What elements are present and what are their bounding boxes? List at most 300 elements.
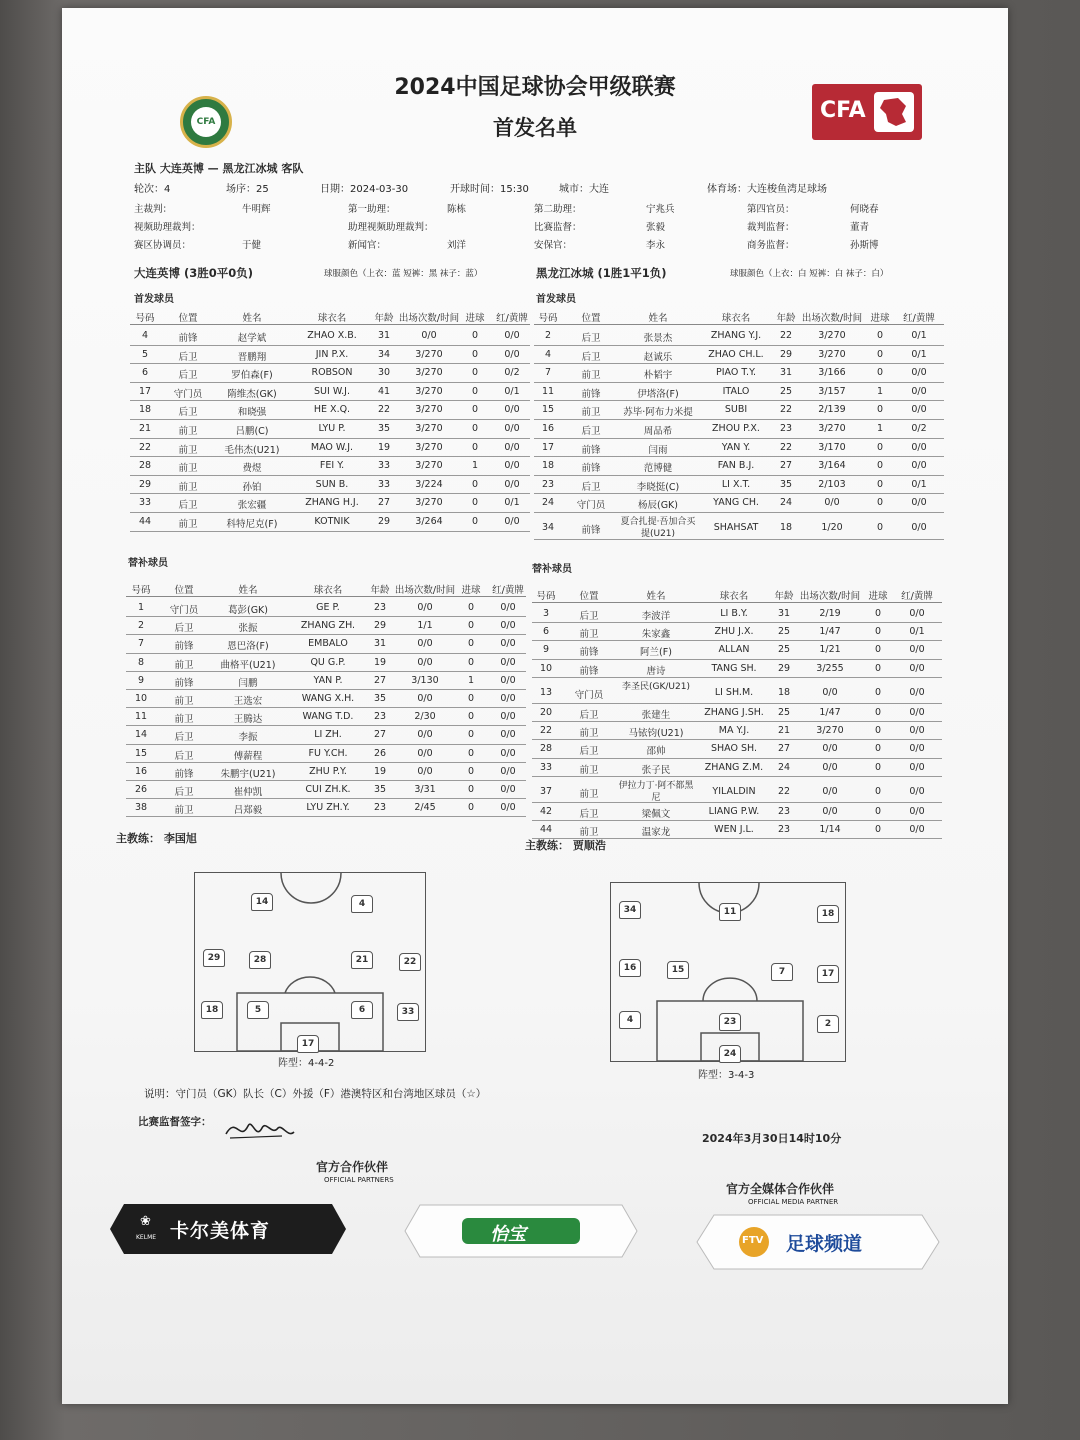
table-row [130, 479, 530, 498]
player-goals: 0 [467, 802, 475, 814]
player-shirt-icon: 17 [817, 965, 839, 983]
page-subtitle: 首发名单 [493, 116, 577, 140]
player-number: 1 [137, 602, 145, 613]
header-cards: 红/黄牌 [492, 585, 524, 596]
player-age: 23 [373, 602, 387, 613]
row-divider [534, 512, 944, 513]
player-name: 杨辰(GK) [637, 500, 678, 512]
player-cards: 0/0 [504, 404, 520, 416]
away-kit-colors: 球服颜色（上衣：白 短裤：白 袜子：白） [730, 269, 889, 279]
player-goals: 0 [471, 404, 479, 416]
player-age: 24 [777, 761, 791, 773]
player-age: 22 [777, 785, 791, 797]
player-name: 伊拉力丁·阿不都黑尼 [618, 780, 694, 803]
player-shirt-icon: 11 [719, 903, 741, 921]
row-divider [126, 634, 526, 635]
player-age: 23 [373, 711, 387, 723]
player-position: 守门员 [574, 689, 604, 701]
player-name: 朱鹏宇(U21) [220, 768, 276, 780]
header-shirt-name: 球衣名 [313, 585, 343, 596]
player-position: 后卫 [579, 710, 599, 721]
official-name: 李永 [646, 240, 666, 251]
player-apps: 0/0 [824, 497, 840, 509]
player-position: 守门员 [576, 500, 606, 512]
player-position: 后卫 [178, 407, 198, 419]
legend-note: 说明：守门员（GK）队长（C）外援（F）港澳特区和台湾地区球员（☆） [144, 1088, 487, 1100]
table-row [126, 711, 526, 729]
header-goals: 进球 [461, 585, 481, 596]
official-partners-label-en: OFFICIAL PARTNERS [324, 1176, 394, 1184]
player-goals: 0 [874, 725, 882, 737]
home-starters-table [130, 310, 530, 550]
player-shirt-icon: 16 [619, 959, 641, 977]
header-shirt-name: 球衣名 [317, 313, 347, 324]
player-cards: 0/0 [909, 608, 925, 619]
player-apps: 1/20 [821, 522, 843, 533]
player-apps: 3/270 [816, 725, 844, 737]
player-cards: 0/0 [504, 330, 520, 341]
player-cards: 0/0 [909, 662, 925, 674]
player-cards: 0/1 [909, 626, 925, 638]
table-header [534, 310, 944, 328]
player-shirt-icon: 29 [203, 949, 225, 967]
player-age: 31 [779, 367, 793, 379]
official-role: 赛区协调员： [134, 240, 192, 251]
player-shirt-icon: 14 [251, 893, 273, 911]
player-apps: 0/0 [417, 693, 433, 704]
official-role: 比赛监督： [534, 222, 582, 233]
official-name: 陈栋 [447, 204, 467, 215]
player-age: 31 [373, 638, 387, 650]
table-row [126, 802, 526, 820]
table-row [126, 620, 526, 638]
player-goals: 0 [876, 478, 884, 490]
player-cards: 0/0 [909, 761, 925, 773]
player-number: 38 [134, 802, 148, 814]
player-name: 葛彭(GK) [227, 605, 268, 616]
player-cards: 0/0 [504, 423, 520, 434]
player-number: 34 [541, 522, 555, 533]
table-header [130, 310, 530, 328]
player-shirt-name: LYU ZH.Y. [306, 802, 350, 814]
player-position: 后卫 [581, 333, 601, 344]
header-cards: 红/黄牌 [496, 313, 528, 324]
player-position: 前卫 [581, 370, 601, 382]
player-apps: 3/170 [818, 441, 846, 453]
player-age: 41 [377, 385, 391, 397]
player-apps: 0/0 [822, 806, 838, 817]
player-name: 张子民 [641, 764, 671, 776]
player-apps: 3/270 [818, 423, 846, 434]
player-cards: 0/0 [911, 460, 927, 472]
player-number: 42 [539, 806, 553, 817]
player-cards: 0/0 [911, 404, 927, 416]
player-name: 张建生 [641, 710, 671, 721]
official-role: 裁判监督： [747, 222, 795, 233]
player-name: 恩巴洛(F) [227, 641, 269, 653]
player-age: 18 [779, 522, 793, 533]
player-cards: 0/0 [500, 656, 516, 668]
ftv-badge-icon: FTV [742, 1235, 764, 1246]
row-divider [126, 653, 526, 654]
player-name: 李圣民(GK/U21) [622, 681, 690, 692]
player-shirt-icon: 5 [247, 1001, 269, 1019]
header-position: 位置 [579, 591, 599, 602]
official-name: 牛明辉 [242, 204, 271, 215]
player-position: 后卫 [178, 370, 198, 382]
row-divider [126, 689, 526, 690]
player-number: 2 [137, 620, 145, 632]
player-apps: 3/31 [414, 784, 436, 795]
header-age: 年龄 [370, 585, 390, 596]
table-row [534, 367, 944, 386]
header-number: 号码 [538, 313, 558, 324]
player-shirt-name: LI B.Y. [720, 608, 748, 619]
player-apps: 0/0 [421, 330, 437, 341]
header-apps: 出场次数/时间 [801, 313, 863, 324]
player-age: 35 [373, 784, 387, 795]
player-goals: 0 [471, 385, 479, 397]
player-goals: 0 [467, 747, 475, 759]
official-role: 第二助理： [534, 204, 582, 215]
player-position: 前卫 [174, 805, 194, 817]
away-formation-pitch [610, 882, 846, 1062]
player-position: 前卫 [581, 407, 601, 419]
player-name: 朱家鑫 [641, 629, 671, 641]
official-name: 董青 [850, 222, 870, 233]
player-number: 44 [138, 516, 152, 527]
player-shirt-icon: 7 [771, 963, 793, 981]
player-age: 29 [373, 620, 387, 632]
row-divider [534, 539, 944, 540]
header-position: 位置 [178, 313, 198, 324]
player-cards: 0/2 [911, 423, 927, 434]
player-shirt-name: SHAHSAT [713, 522, 759, 533]
player-goals: 0 [471, 497, 479, 509]
official-role: 安保官： [534, 240, 573, 251]
city: 城市：大连 [559, 184, 609, 195]
player-cards: 0/0 [504, 460, 520, 472]
player-shirt-name: JIN P.X. [315, 348, 349, 360]
player-apps: 3/270 [415, 404, 443, 416]
cfa-crest-logo: CFA [180, 96, 232, 148]
player-position: 前卫 [579, 728, 599, 740]
player-cards: 0/0 [500, 711, 516, 723]
row-divider [532, 776, 942, 777]
signing-timestamp: 2024年3月30日14时10分 [702, 1132, 842, 1145]
player-name: 孙铂 [242, 481, 262, 493]
player-position: 后卫 [174, 750, 194, 762]
player-name: 伊塔洛(F) [637, 388, 679, 400]
player-age: 19 [377, 441, 391, 453]
player-apps: 0/0 [822, 785, 838, 797]
player-cards: 0/0 [909, 743, 925, 755]
table-row [532, 608, 942, 626]
table-row [130, 516, 530, 535]
player-cards: 0/0 [504, 348, 520, 360]
table-row [126, 748, 526, 766]
player-cards: 0/0 [909, 686, 925, 698]
player-name: 邵帅 [646, 746, 666, 758]
table-row [532, 663, 942, 681]
player-shirt-name: ZHU P.Y. [309, 765, 347, 777]
player-shirt-name: SUI W.J. [314, 385, 350, 397]
player-goals: 0 [876, 460, 884, 472]
player-number: 29 [138, 478, 152, 490]
row-divider [532, 739, 942, 740]
player-shirt-icon: 6 [351, 1001, 373, 1019]
player-name: 赵诚乐 [643, 351, 673, 363]
player-goals: 0 [876, 497, 884, 509]
header-name: 姓名 [242, 313, 262, 324]
official-role: 主裁判： [134, 204, 173, 215]
player-number: 28 [539, 743, 553, 755]
player-shirt-name: PIAO T.Y. [716, 367, 756, 379]
player-number: 15 [134, 747, 148, 759]
player-cards: 0/0 [911, 367, 927, 379]
player-name: 科特尼克(F) [226, 519, 278, 530]
player-number: 16 [134, 765, 148, 777]
kelme-paw-icon: ❀ [140, 1214, 151, 1229]
player-name: 范博健 [643, 463, 673, 475]
player-position: 后卫 [581, 426, 601, 437]
player-number: 22 [138, 441, 152, 453]
stadium: 体育场：大连梭鱼湾足球场 [707, 184, 827, 195]
player-name: 马铱钧(U21) [628, 728, 684, 740]
official-name: 何晓春 [850, 204, 879, 215]
player-apps: 3/270 [415, 423, 443, 434]
table-row [126, 729, 526, 747]
player-shirt-icon: 17 [297, 1035, 319, 1053]
player-shirt-name: MA Y.J. [718, 725, 750, 737]
player-number: 6 [141, 367, 149, 379]
player-shirt-name: ZHANG H.J. [305, 497, 359, 509]
player-apps: 3/157 [818, 385, 846, 397]
row-divider [534, 419, 944, 420]
player-cards: 0/0 [909, 725, 925, 737]
player-name: 李晓挺(C) [636, 481, 680, 493]
player-shirt-name: ZHANG ZH. [300, 620, 356, 632]
player-name: 崔仲凯 [233, 787, 263, 798]
row-divider [534, 382, 944, 383]
player-shirt-name: FAN B.J. [717, 460, 755, 472]
table-row [130, 423, 530, 442]
player-position: 前卫 [579, 788, 599, 800]
player-apps: 3/224 [415, 478, 443, 490]
match-number: 场序：25 [226, 184, 269, 195]
row-divider [130, 475, 530, 476]
player-shirt-name: YAN P. [313, 674, 343, 686]
player-apps: 3/270 [415, 348, 443, 360]
player-goals: 0 [876, 441, 884, 453]
player-position: 后卫 [579, 746, 599, 758]
supervisor-signature [222, 1106, 302, 1150]
player-position: 后卫 [581, 351, 601, 363]
player-name: 王选宏 [233, 696, 263, 707]
player-name: 费煜 [242, 463, 262, 475]
official-name: 宁兆兵 [646, 204, 675, 215]
player-apps: 3/270 [415, 497, 443, 509]
header-apps: 出场次数/时间 [799, 591, 861, 602]
player-shirt-name: ZHU J.X. [714, 626, 754, 638]
player-apps: 0/0 [822, 743, 838, 755]
official-name: 孙斯博 [850, 240, 879, 251]
table-row [532, 725, 942, 743]
player-name: 晋鹏翔 [237, 351, 267, 363]
player-apps: 0/0 [417, 602, 433, 613]
player-cards: 0/1 [504, 385, 520, 397]
header-name: 姓名 [648, 313, 668, 324]
player-apps: 3/255 [816, 662, 844, 674]
player-age: 22 [377, 404, 391, 416]
player-shirt-name: MAO W.J. [310, 441, 354, 453]
header-shirt-name: 球衣名 [719, 591, 749, 602]
player-goals: 0 [471, 423, 479, 434]
player-shirt-icon: 23 [719, 1013, 741, 1031]
header-shirt-name: 球衣名 [721, 313, 751, 324]
player-number: 17 [138, 385, 152, 397]
table-row [126, 657, 526, 675]
kelme-partner-logo: ❀ KELME 卡尔美体育 [110, 1204, 346, 1254]
player-shirt-icon: 24 [719, 1045, 741, 1063]
player-number: 28 [138, 460, 152, 472]
home-subs-label: 替补球员 [128, 558, 168, 569]
player-age: 23 [777, 824, 791, 836]
player-position: 后卫 [579, 809, 599, 820]
player-position: 前卫 [178, 481, 198, 493]
player-age: 25 [777, 707, 791, 718]
player-name: 周品希 [643, 426, 673, 437]
player-cards: 0/0 [500, 638, 516, 650]
player-shirt-name: YANG CH. [713, 497, 759, 509]
china-map-icon [874, 92, 914, 132]
player-shirt-name: SHAO SH. [710, 743, 758, 755]
player-name: 王腾达 [233, 714, 263, 726]
table-row [534, 460, 944, 479]
row-divider [126, 744, 526, 745]
table-row [130, 497, 530, 516]
row-divider [130, 419, 530, 420]
player-apps: 3/270 [818, 330, 846, 341]
player-age: 33 [377, 460, 391, 472]
player-cards: 0/0 [500, 784, 516, 795]
player-age: 22 [779, 330, 793, 341]
player-name: 阿兰(F) [640, 647, 672, 659]
player-goals: 0 [467, 656, 475, 668]
player-apps: 1/47 [819, 707, 841, 718]
player-position: 前锋 [178, 333, 198, 344]
player-age: 31 [377, 330, 391, 341]
player-age: 35 [373, 693, 387, 704]
player-shirt-name: YILALDIN [712, 785, 756, 797]
player-name: 吕郑毅 [233, 805, 263, 817]
table-row [130, 330, 530, 349]
header-goals: 进球 [465, 313, 485, 324]
player-number: 33 [138, 497, 152, 509]
player-apps: 0/0 [822, 686, 838, 698]
player-age: 25 [779, 385, 793, 397]
player-age: 23 [373, 802, 387, 814]
player-number: 18 [138, 404, 152, 416]
official-role: 视频助理裁判： [134, 222, 201, 233]
player-number: 44 [539, 824, 553, 836]
player-number: 2 [544, 330, 552, 341]
table-row [532, 806, 942, 824]
player-goals: 0 [876, 348, 884, 360]
player-age: 21 [777, 725, 791, 737]
table-header [126, 582, 526, 600]
player-goals: 0 [471, 367, 479, 379]
official-role: 新闻官： [348, 240, 387, 251]
player-shirt-icon: 18 [817, 905, 839, 923]
media-partner-label: 官方全媒体合作伙伴 [726, 1182, 835, 1196]
home-kit-colors: 球服颜色（上衣：蓝 短裤：黑 袜子：蓝） [324, 269, 483, 279]
row-divider [534, 456, 944, 457]
table-row [126, 693, 526, 711]
home-formation-label: 阵型：4-4-2 [278, 1058, 335, 1069]
table-row [126, 602, 526, 620]
player-number: 4 [141, 330, 149, 341]
player-position: 前卫 [174, 696, 194, 707]
player-goals: 0 [471, 441, 479, 453]
player-age: 35 [377, 423, 391, 434]
header-position: 位置 [581, 313, 601, 324]
player-number: 10 [539, 662, 553, 674]
player-position: 前锋 [174, 768, 194, 780]
player-goals: 0 [874, 644, 882, 656]
page-title: 2024中国足球协会甲级联赛 [394, 75, 676, 100]
player-goals: 0 [876, 330, 884, 341]
player-position: 前卫 [579, 629, 599, 641]
player-number: 7 [544, 367, 552, 379]
player-position: 前卫 [178, 463, 198, 475]
header-number: 号码 [536, 591, 556, 602]
player-position: 后卫 [178, 351, 198, 363]
player-position: 前锋 [581, 444, 601, 456]
player-position: 守门员 [169, 605, 199, 616]
player-cards: 0/0 [909, 806, 925, 817]
row-divider [532, 721, 942, 722]
player-shirt-icon: 34 [619, 901, 641, 919]
player-shirt-name: FEI Y. [319, 460, 345, 472]
header-age: 年龄 [776, 313, 796, 324]
player-position: 前锋 [174, 641, 194, 653]
official-role: 第四官员： [747, 204, 795, 215]
row-divider [126, 616, 526, 617]
player-position: 前卫 [178, 519, 198, 530]
player-shirt-icon: 15 [667, 961, 689, 979]
player-cards: 0/0 [911, 441, 927, 453]
table-row [532, 707, 942, 725]
official-name: 于健 [242, 240, 262, 251]
row-divider [126, 762, 526, 763]
row-divider [126, 707, 526, 708]
table-row [126, 766, 526, 784]
table-row [130, 367, 530, 386]
player-cards: 0/2 [504, 367, 520, 379]
player-name: 夏合扎提·吾加合买提(U21) [620, 517, 696, 539]
table-row [534, 349, 944, 368]
player-apps: 1/1 [417, 620, 433, 632]
player-goals: 0 [471, 348, 479, 360]
player-cards: 0/0 [500, 602, 516, 613]
player-shirt-name: EMBALO [308, 638, 348, 650]
player-position: 守门员 [173, 388, 203, 400]
supervisor-signature-label: 比赛监督签字： [138, 1116, 212, 1128]
row-divider [532, 703, 942, 704]
table-row [532, 644, 942, 662]
player-goals: 0 [876, 522, 884, 533]
